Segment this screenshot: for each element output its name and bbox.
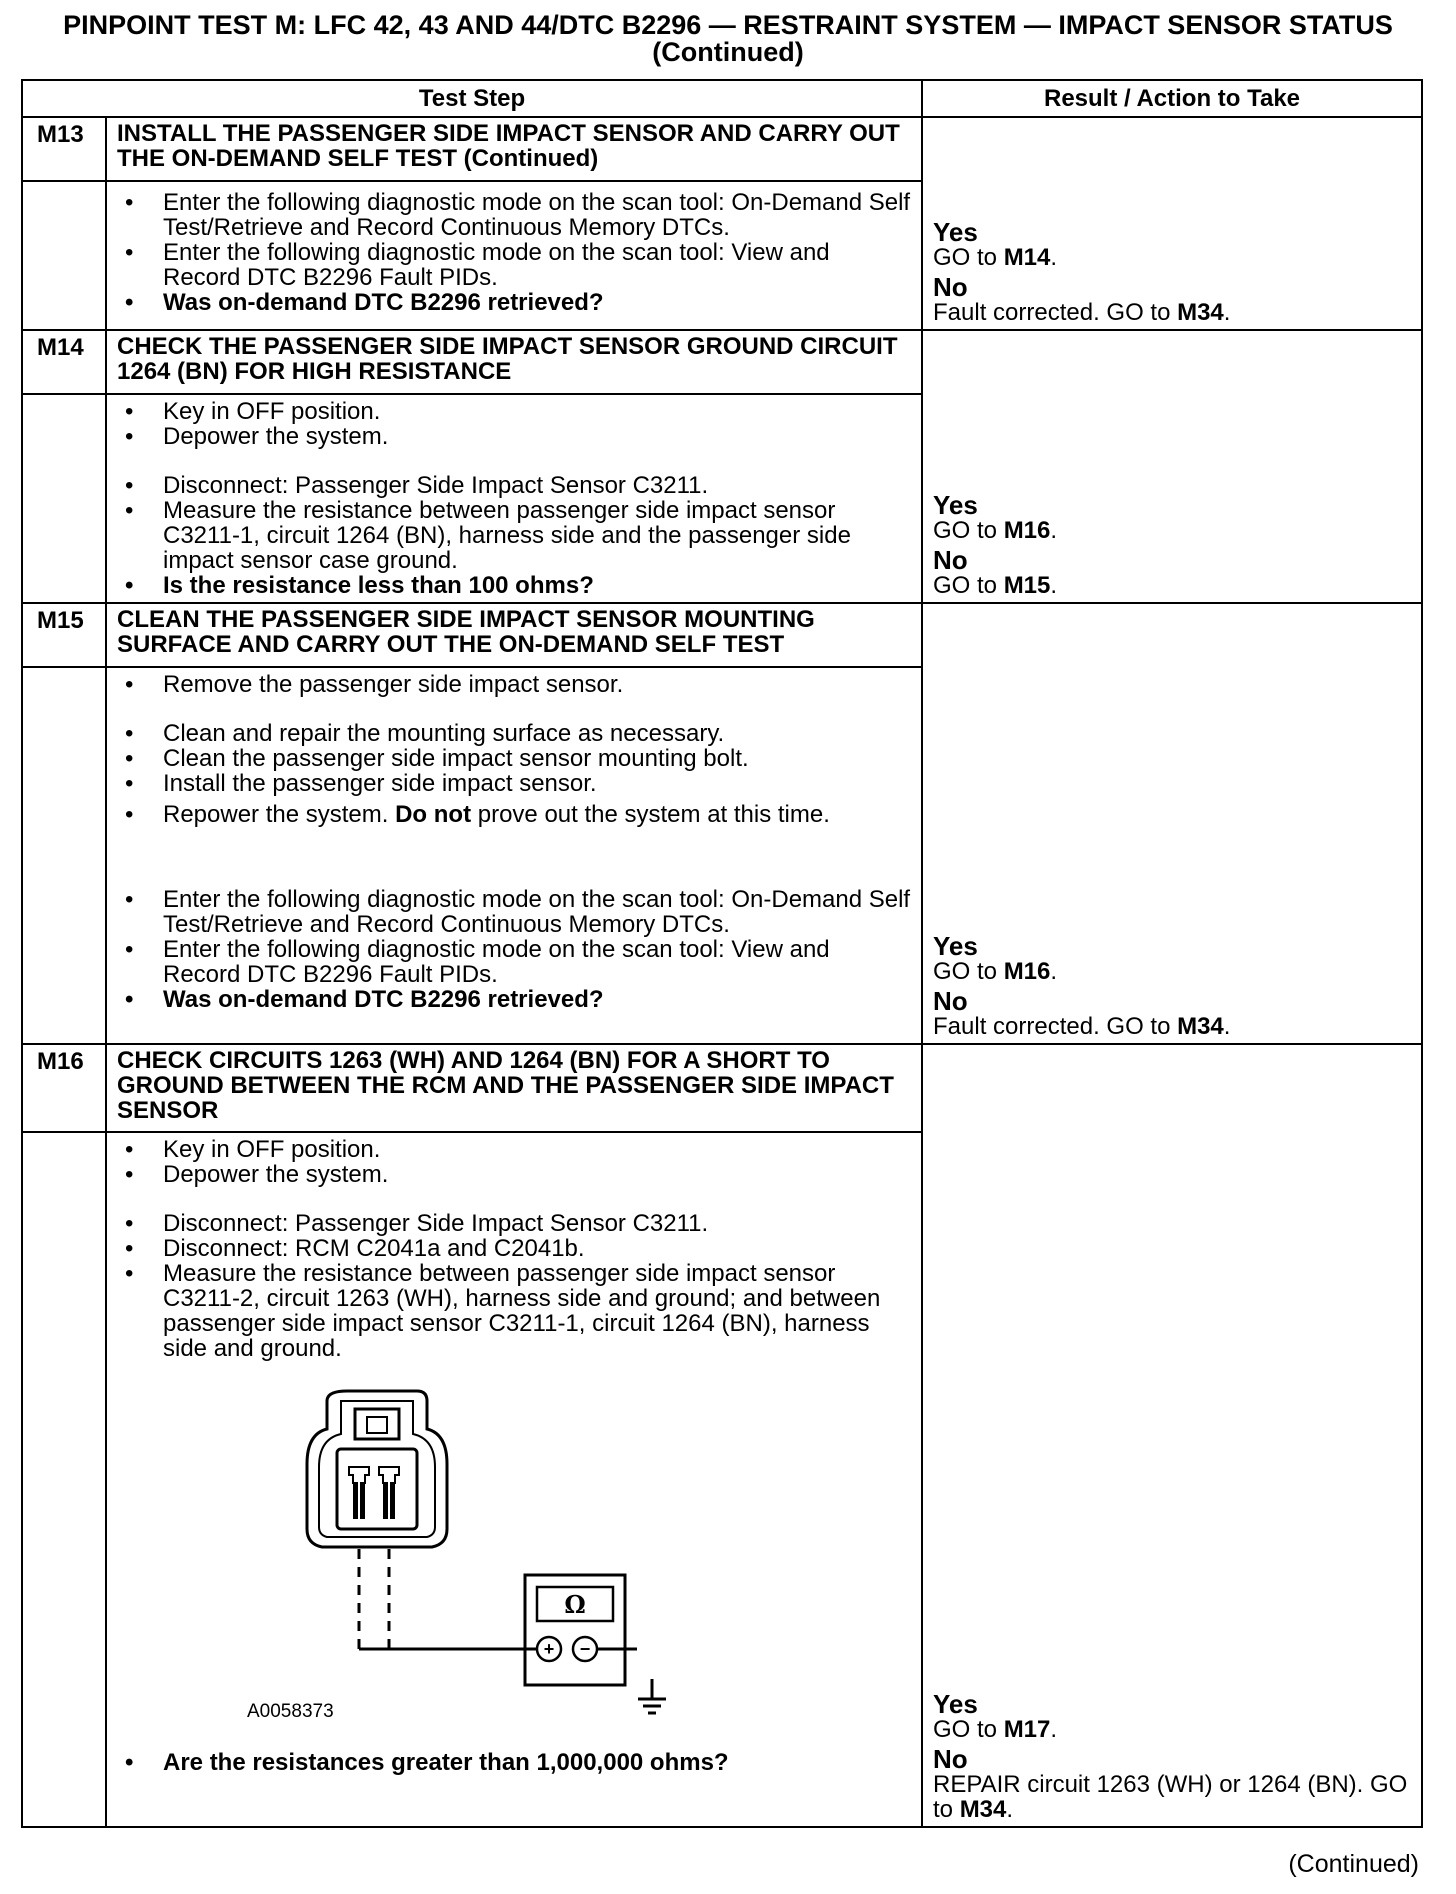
step-result: [922, 330, 1422, 603]
result-no-action: Fault corrected. GO to M34.: [933, 1013, 1231, 1040]
list-item: • Key in OFF position.: [117, 1137, 913, 1162]
step-id: M16: [22, 1044, 106, 1132]
header-test-step: Test Step: [22, 80, 922, 117]
list-item: • Measure the resistance between passenger side impact sensor C3211-2, circuit 1263 (WH), harness side and ground; and between passenger side impact sensor C3211-1, circuit 1264 (BN), harness side and ground.: [117, 1261, 913, 1361]
list-item: • Was on-demand DTC B2296 retrieved?: [117, 987, 913, 1012]
result-yes-label: Yes: [933, 217, 978, 247]
step-title-row: [22, 330, 1422, 394]
result-no-action: REPAIR circuit 1263 (WH) or 1264 (BN). GO to M34.: [933, 1771, 1408, 1823]
list-item: • Enter the following diagnostic mode on the scan tool: On-Demand Self Test/Retrieve and Record Continuous Memory DTCs.: [117, 190, 913, 240]
figure-id: A0058373: [247, 1701, 334, 1722]
terminal-block: [337, 1449, 417, 1529]
step-title: CHECK THE PASSENGER SIDE IMPACT SENSOR GROUND CIRCUIT 1264 (BN) FOR HIGH RESISTANCE: [106, 330, 922, 394]
step-id: M15: [22, 603, 106, 667]
list-item: • Measure the resistance between passenger side impact sensor C3211-1, circuit 1264 (BN), harness side and the passenger side impact sensor case ground.: [117, 498, 913, 573]
connector-latch: [355, 1409, 399, 1439]
list-item: • Clean the passenger side impact sensor mounting bolt.: [117, 746, 913, 771]
ground-icon: [632, 1679, 672, 1739]
list-item: • Depower the system.: [117, 1162, 913, 1187]
negative-sign: −: [579, 1639, 591, 1659]
list-item: • Disconnect: Passenger Side Impact Sensor C3211.: [117, 1211, 913, 1236]
step-body: [106, 667, 922, 1044]
result-no-action: GO to M15.: [933, 572, 1058, 599]
list-item: • Was on-demand DTC B2296 retrieved?: [117, 290, 913, 315]
list-item: • Clean and repair the mounting surface as necessary.: [117, 721, 913, 746]
step-result: [922, 603, 1422, 1044]
result-yes-action: GO to M14.: [933, 244, 1058, 271]
step-result: [922, 117, 1422, 330]
step-title: CHECK CIRCUITS 1263 (WH) AND 1264 (BN) FOR A SHORT TO GROUND BETWEEN THE RCM AND THE PASSENGER SIDE IMPACT SENSOR: [106, 1044, 922, 1132]
list-item: • Key in OFF position.: [117, 399, 913, 424]
list-item: • Are the resistances greater than 1,000,000 ohms?: [117, 1750, 913, 1775]
result-yes-label: Yes: [933, 1689, 978, 1719]
result-no-label: No: [933, 545, 968, 575]
result-yes-label: Yes: [933, 931, 978, 961]
step-id: M14: [22, 330, 106, 394]
list-item: • Enter the following diagnostic mode on the scan tool: View and Record DTC B2296 Fault PIDs.: [117, 240, 913, 290]
ohm-symbol: Ω: [564, 1590, 586, 1619]
page-title: PINPOINT TEST M: LFC 42, 43 AND 44/DTC B2296 — RESTRAINT SYSTEM — IMPACT SENSOR STATUS (Continued): [63, 10, 1393, 67]
connector-latch-tab: [367, 1417, 387, 1433]
result-yes-action: GO to M17.: [933, 1716, 1058, 1743]
result-no-label: No: [933, 1744, 968, 1774]
result-no-label: No: [933, 272, 968, 302]
step-title: CLEAN THE PASSENGER SIDE IMPACT SENSOR MOUNTING SURFACE AND CARRY OUT THE ON-DEMAND SELF TEST: [106, 603, 922, 667]
step-id: M13: [22, 117, 106, 181]
pinpoint-test-table: [21, 79, 1423, 1828]
diagram-svg: [117, 1379, 637, 1699]
list-item: • Depower the system.: [117, 424, 913, 449]
result-yes-action: GO to M16.: [933, 517, 1058, 544]
result-no-action: Fault corrected. GO to M34.: [933, 299, 1231, 326]
step-title-row: [22, 603, 1422, 667]
list-item: • Remove the passenger side impact sensor.: [117, 672, 913, 697]
list-item: • Is the resistance less than 100 ohms?: [117, 573, 913, 598]
list-item: • Install the passenger side impact sensor.: [117, 771, 913, 796]
header-result-action: Result / Action to Take: [922, 80, 1422, 117]
step-body: [106, 1132, 922, 1827]
step-title-row: [22, 1044, 1422, 1132]
step-body: [106, 394, 922, 603]
step-title-row: [22, 117, 1422, 181]
connector-housing-outer: [307, 1391, 447, 1547]
list-item: • Repower the system. Do not prove out the system at this time.: [117, 802, 913, 827]
result-no-label: No: [933, 986, 968, 1016]
positive-sign: +: [543, 1639, 555, 1659]
list-item: • Disconnect: RCM C2041a and C2041b.: [117, 1236, 913, 1261]
continued-note: (Continued): [1288, 1850, 1419, 1878]
list-item: • Enter the following diagnostic mode on the scan tool: View and Record DTC B2296 Fault PIDs.: [117, 937, 913, 987]
result-yes-action: GO to M16.: [933, 958, 1058, 985]
ohmmeter-connector-diagram: [117, 1379, 637, 1739]
list-item: • Disconnect: Passenger Side Impact Sensor C3211.: [117, 473, 913, 498]
table-header-row: [22, 80, 1422, 117]
step-result: [922, 1044, 1422, 1827]
step-body: [106, 181, 922, 330]
result-yes-label: Yes: [933, 490, 978, 520]
step-title: INSTALL THE PASSENGER SIDE IMPACT SENSOR AND CARRY OUT THE ON-DEMAND SELF TEST (Continued): [106, 117, 922, 181]
list-item: • Enter the following diagnostic mode on the scan tool: On-Demand Self Test/Retrieve and Record Continuous Memory DTCs.: [117, 887, 913, 937]
